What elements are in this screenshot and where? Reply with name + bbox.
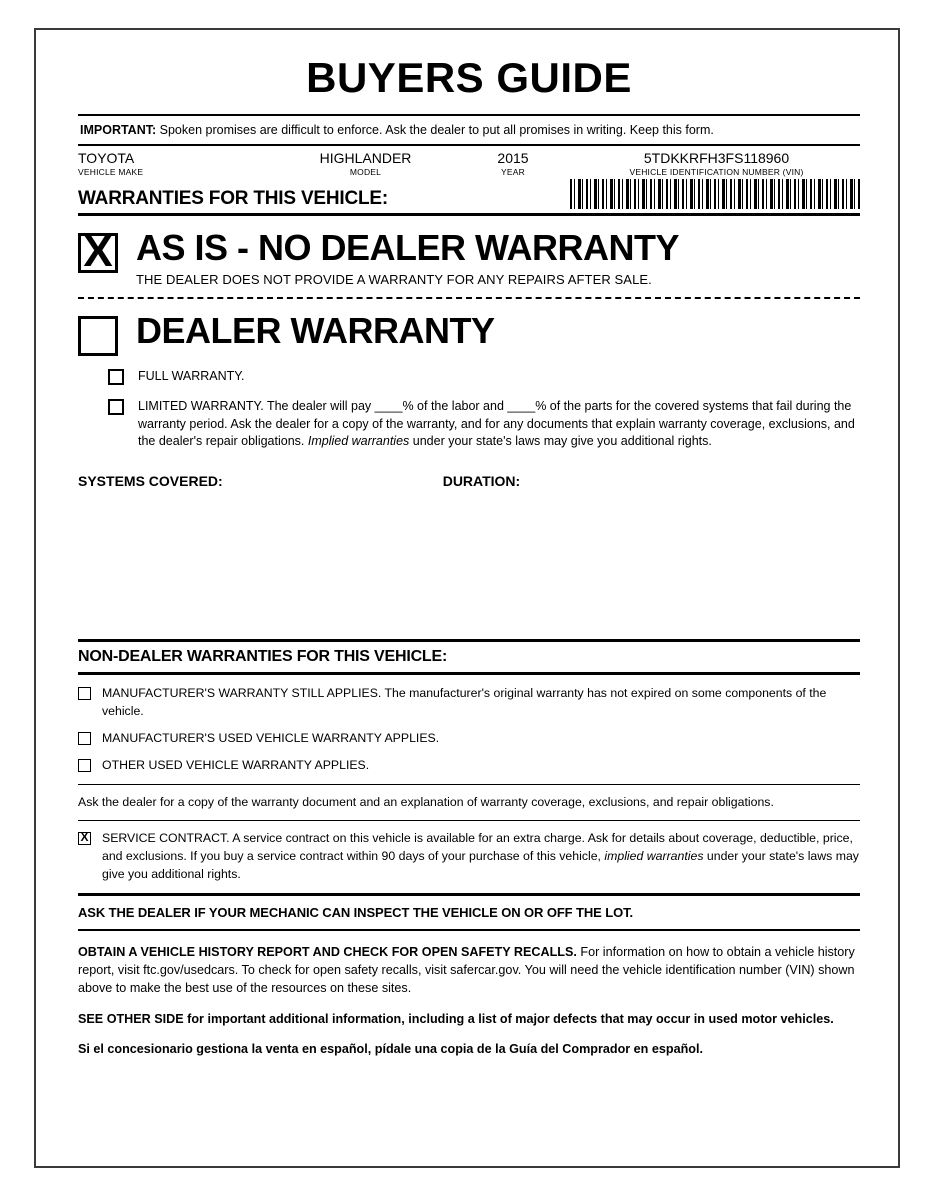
service-contract-checkbox-mark: X <box>80 830 89 845</box>
vehicle-vin-label: VEHICLE IDENTIFICATION NUMBER (VIN) <box>629 167 804 178</box>
manufacturer-warranty-text: MANUFACTURER'S WARRANTY STILL APPLIES. The manufacturer's original warranty has not expired on some components of the vehicle. <box>102 686 827 719</box>
limited-warranty-text-part1: LIMITED WARRANTY. The dealer will pay ____% of the labor and ____% of the parts for the covered systems that fail during the warranty period. Ask the dealer for a copy of the warranty, and for any documents that explain warranty coverage, exclusions, and the dealer's repair obligations. <box>138 398 855 449</box>
limited-warranty-row[interactable] <box>108 398 860 451</box>
limited-warranty-checkbox[interactable] <box>108 399 124 415</box>
spanish-notice: Si el concesionario gestiona la venta en español, pídale una copia de la Guía del Comprador en español. <box>78 1041 703 1056</box>
dashed-divider <box>78 297 860 299</box>
manufacturer-warranty-checkbox[interactable] <box>78 687 91 700</box>
limited-warranty-italic: Implied warranties <box>307 434 410 449</box>
other-side-paragraph <box>78 1010 860 1028</box>
vehicle-vin <box>573 150 860 177</box>
full-warranty-text: FULL WARRANTY. <box>138 369 245 384</box>
non-dealer-item-0[interactable] <box>78 685 860 721</box>
vehicle-make-value: TOYOTA <box>78 150 135 167</box>
vehicle-vin-value: 5TDKKRFH3FS118960 <box>643 150 790 167</box>
non-dealer-item-1[interactable] <box>78 730 860 748</box>
full-warranty-row[interactable] <box>108 368 860 386</box>
systems-covered-blank-area <box>78 489 860 639</box>
vehicle-model-label: MODEL <box>349 167 382 178</box>
other-side-bold: SEE OTHER SIDE <box>78 1011 184 1026</box>
vehicle-make <box>78 150 278 177</box>
full-warranty-checkbox[interactable] <box>108 369 124 385</box>
as-is-subtext: THE DEALER DOES NOT PROVIDE A WARRANTY FOR ANY REPAIRS AFTER SALE. <box>136 272 652 288</box>
systems-covered-label: SYSTEMS COVERED: <box>78 473 223 490</box>
dealer-warranty-heading: DEALER WARRANTY <box>136 310 495 352</box>
warranties-header: WARRANTIES FOR THIS VEHICLE: <box>78 188 389 210</box>
important-notice <box>78 116 860 144</box>
service-contract-row[interactable] <box>78 830 860 883</box>
divider <box>78 213 860 216</box>
important-text: Spoken promises are difficult to enforce. Ask the dealer to put all promises in writing. Keep this form. <box>159 123 714 138</box>
as-is-heading: AS IS - NO DEALER WARRANTY <box>136 227 680 269</box>
non-dealer-note: Ask the dealer for a copy of the warranty document and an explanation of warranty coverage, exclusions, and repair obligations. <box>78 794 774 809</box>
important-label: IMPORTANT: <box>80 123 157 138</box>
vehicle-model-value: HIGHLANDER <box>319 150 412 167</box>
service-contract-italic: implied warranties <box>604 849 704 864</box>
manufacturer-used-warranty-checkbox[interactable] <box>78 732 91 745</box>
service-contract-checkbox[interactable] <box>78 832 91 845</box>
dealer-warranty-block[interactable] <box>78 310 860 356</box>
as-is-block[interactable] <box>78 227 860 288</box>
divider <box>78 820 860 821</box>
vehicle-model <box>278 150 453 177</box>
service-contract-text <box>102 830 860 883</box>
as-is-checkbox-mark: X <box>83 227 113 277</box>
other-side-text: for important additional information, including a list of major defects that may occur in used motor vehicles. <box>183 1011 834 1026</box>
divider <box>78 929 860 931</box>
limited-warranty-text-part2: under your state's laws may give you additional rights. <box>409 434 712 449</box>
non-dealer-header: NON-DEALER WARRANTIES FOR THIS VEHICLE: <box>78 648 448 666</box>
inspect-vehicle-line: ASK THE DEALER IF YOUR MECHANIC CAN INSPECT THE VEHICLE ON OR OFF THE LOT. <box>78 904 633 920</box>
limited-warranty-text <box>138 398 860 451</box>
other-used-warranty-checkbox[interactable] <box>78 759 91 772</box>
systems-duration-row <box>78 473 860 489</box>
duration-label: DURATION: <box>442 473 521 490</box>
vehicle-history-paragraph <box>78 943 860 998</box>
dealer-warranty-checkbox[interactable] <box>78 316 118 356</box>
page-title: BUYERS GUIDE <box>306 54 632 101</box>
buyers-guide-document <box>34 28 900 1168</box>
service-contract-text-part1: SERVICE CONTRACT. A service contract on this vehicle is available for an extra charge. Ask for details about coverage, deductible, price, and exclusions. If you buy a service contract within 90 days of your purchase of this vehicle, <box>102 831 853 864</box>
non-dealer-item-2[interactable] <box>78 757 860 775</box>
other-used-warranty-text: OTHER USED VEHICLE WARRANTY APPLIES. <box>102 757 370 772</box>
divider <box>78 672 860 675</box>
divider <box>78 784 860 785</box>
manufacturer-used-warranty-text: MANUFACTURER'S USED VEHICLE WARRANTY APPLIES. <box>102 730 440 745</box>
vehicle-year-value: 2015 <box>497 150 529 167</box>
vehicle-history-text: For information on how to obtain a vehicle history report, visit ftc.gov/usedcars. To check for open safety recalls, visit safercar.gov. You will need the vehicle identification number (VIN) shown above to make the best use of the resources on these sites. <box>78 944 855 996</box>
vehicle-info-row <box>78 146 860 177</box>
vehicle-year-label: YEAR <box>501 167 525 178</box>
warranties-header-row <box>78 177 860 213</box>
service-contract-text-part2: under your state's laws may give you additional rights. <box>102 849 859 881</box>
barcode-image <box>570 179 860 209</box>
vehicle-year <box>453 150 573 177</box>
as-is-checkbox[interactable] <box>78 227 118 277</box>
vehicle-make-label: VEHICLE MAKE <box>78 167 144 178</box>
vehicle-history-bold: OBTAIN A VEHICLE HISTORY REPORT AND CHECK FOR OPEN SAFETY RECALLS. <box>78 944 577 959</box>
